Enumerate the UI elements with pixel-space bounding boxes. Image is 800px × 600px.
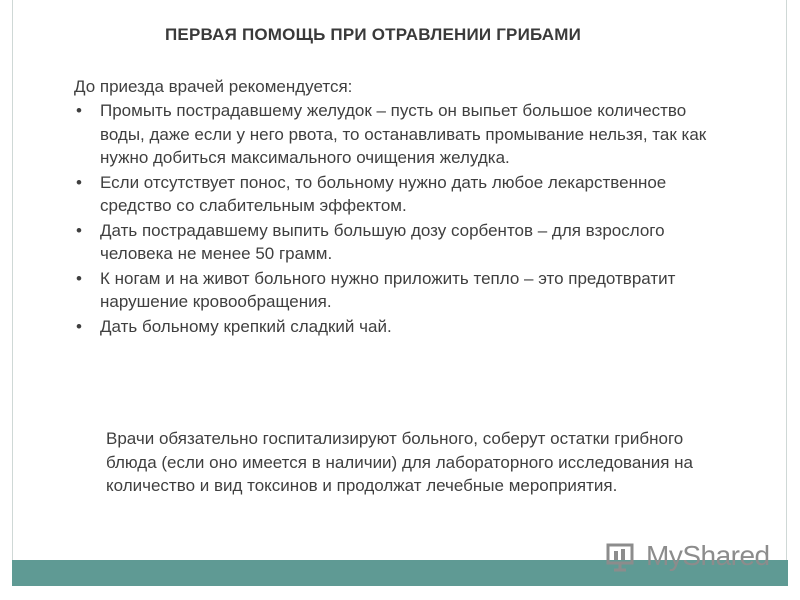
list-item-text: Если отсутствует понос, то больному нужно дать любое лекарственное средство со слабительным эффектом. [100,172,667,215]
list-item-text: Дать больному крепкий сладкий чай. [100,316,392,336]
list-item [74,99,714,170]
bullet-icon: • [76,316,82,336]
list-item [74,219,714,266]
logo-text: MyShared [646,540,770,571]
bullet-icon: • [76,172,82,192]
first-aid-steps-list [74,99,714,339]
myshared-logo [606,536,770,576]
list-item-text: К ногам и на живот больного нужно приложить тепло – это предотвратит нарушение кровообращения. [100,268,676,311]
list-item [74,315,714,339]
intro-text: До приезда врачей рекомендуется: [74,77,353,96]
list-item [74,267,714,314]
bullet-icon: • [76,101,82,120]
bullet-icon: • [76,268,82,288]
list-item-text: Дать пострадавшему выпить большую дозу сорбентов – для взрослого человека не менее 50 грамм. [100,220,665,263]
hospitalization-note: Врачи обязательно госпитализируют больного, соберут остатки грибного блюда (если оно имеется в наличии) для лабораторного исследования на количество и вид токсинов и продолжат лечебные мероприятия. [106,429,693,495]
list-item-text: Промыть пострадавшему желудок – пусть он выпьет большое количество воды, даже если у него рвота, то останавливать промывание нельзя, так как нужно добиться максимального очищения желудка. [100,101,707,167]
bullet-icon: • [76,220,82,240]
slide-title: ПЕРВАЯ ПОМОЩЬ ПРИ ОТРАВЛЕНИИ ГРИБАМИ [165,25,582,44]
presentation-screen-icon [606,539,640,573]
slide-frame-right [786,0,787,560]
slide-frame-left [12,0,13,560]
list-item [74,171,714,218]
